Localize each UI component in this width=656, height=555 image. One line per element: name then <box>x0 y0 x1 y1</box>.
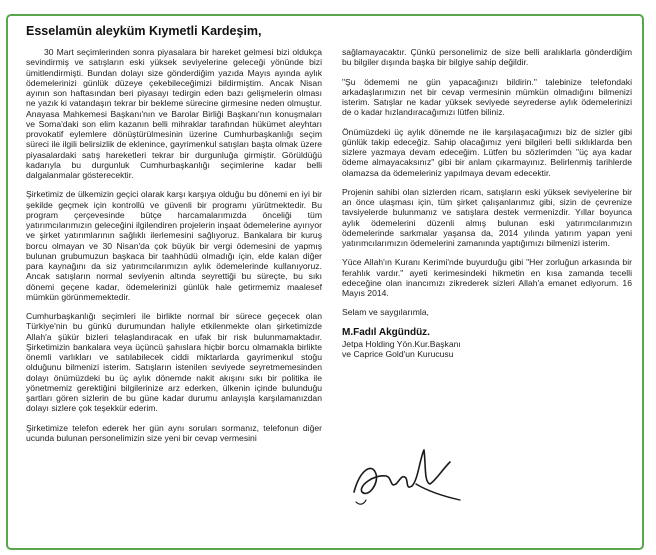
signature-block <box>342 327 632 360</box>
paragraph-9: Yüce Allah'ın Kuranı Kerimi'nde buyurduğu gibi "Her zorluğun arkasında bir ferahlık vardır." ayeti kerimesindeki hikmetin en kısa zamanda tecelli edeceğine olan inancımızı zikrederek sizleri Allah'a emanet ediyorum. 16 Mayıs 2014. <box>342 257 632 298</box>
signatory-title-1: Jetpa Holding Yön.Kur.Başkanı <box>342 338 461 349</box>
paragraph-4: Şirketimize telefon ederek her gün aynı soruları sormanız, telefonun diğer ucunda bulunan personelimizin size yeni bir cevap vermesini <box>26 422 322 443</box>
signatory-name: M.Fadıl Akgündüz. <box>342 326 430 338</box>
signatory-title-2: ve Caprice Gold'un Kurucusu <box>342 349 454 359</box>
right-column <box>342 47 632 360</box>
paragraph-3: Cumhurbaşkanlığı seçimleri ile birlikte normal bir sürece geçecek olan Türkiye'nin bu günkü durumundan haliyle etkilenmekte olan şirketimizde Allah'a şükür bizleri telaşlandıracak en ufak bir risk bulunmamaktadır. Şirketimizin bankalara veya üçüncü şahıslara hiçbir borcu olmamakla birlikte önemli varlıkları ve satılabilecek ciddi miktarlarda gayrimenkul stoğu olduğunu bilmenizi isterim. Satışların istenilen seviyede seyretmemesinden dolayı önümüzdeki bu üç aylık dönemde nakit akışını sıkı bir politika ile yönetmemiz gerektiğini bilgilerinize arz ederken, ülkenin içinde bulunduğu şartları gören sizlerin de bu güne kadar durumu anlayışla karşılamanızdan dolayı sizlere çok teşekkür ederim. <box>26 311 322 414</box>
paragraph-5: sağlamayacaktır. Çünkü personelimiz de size belli aralıklarla gönderdiğim bu bilgiler dışında başka bir bilgiye sahip değildir. <box>342 47 632 68</box>
paragraph-6: "Şu ödememi ne gün yapacağınızı bildirin." talebinize telefondaki arkadaşlarımızın net bir cevap vermesinin mümkün olmadığını bilmenizi isterim. Satışlar ne kadar yüksek seviyede seyrederse aylık ödemelerinizi de o kadar hızlandıracağımızı lütfen biliniz. <box>342 76 632 118</box>
paragraph-2: Şirketimiz de ülkemizin geçici olarak karşı karşıya olduğu bu dönemi en iyi bir şekilde geçmek için kontrollü ve güvenli bir programı yürütmektedir. Bu program çerçevesinde bütçe harcamalarımızda önceliği tüm yatırımcılarımızın geleceğini ilgilendiren projelerin inşaat ödemelerine ayırıyor ve şirket yatırımlarının sağlıklı ilerlemesini sağlıyoruz. Bankalara bir kuruş borcu olmayan ve 30 Nisan'da çok büyük bir vergi ödemesini de yapmış bulunan grubumuzun başkaca bir taahhüdü olmadığı için, elde kalan diğer para kaynağını da siz yatırımcılarımızın aylık ödemelerinde kullanıyoruz. Ancak satışların normal seviyenin altında seyrettiği bu süreçte, bu sıkı dönemi geçene kadar, ödemelerinizi günlük hale getirmemiz maalesef mümkün görünmemektedir. <box>26 189 322 302</box>
paragraph-1: 30 Mart seçimlerinden sonra piyasalara bir hareket gelmesi bizi oldukça sevindirmiş ve satışların eski yüksek seviyelerine geleceği yönünde bizi ümitlendirmişti. Bundan dolayı size gönderdiğim yazıda Mayıs ayında aylık ödemelerinizi günlük düzeye çekebileceğimizi bildirmiştim. Ancak Nisan ayının son haftasından beri piyasayı tedirgin eden bazı gelişmelerin olması ne yazık ki vatandaşın tekrar bir bekleme sürecine girmesine neden olmuştur. Anayasa Mahkemesi Başkanı'nın ve Barolar Birliği Başkanı'nın konuşmaları ve Soma'daki son elim kazanın belli mihraklar tarafından hükümet aleyhtarı provokatif eylemlere dönüştürülmesinin üzerine Cumhurbaşkanlığı seçim süreci ile ilgili belirsizlik de eklenince, gayrimenkul satışları başta olmak üzere piyasalardaki satış hareketleri tekrar bir durgunluğa girmiştir. Görüldüğü kadarıyla bu durgunluk Cumhurbaşkanlığı seçimlerine kadar belli dalgalanmalar gösterecektir. <box>26 47 322 180</box>
closing-salutation: Selam ve saygılarımla, <box>342 307 429 318</box>
greeting: Esselamün aleyküm Kıymetli Kardeşim, <box>26 24 262 38</box>
paragraph-8: Projenin sahibi olan sizlerden ricam, satışların eski yüksek seviyelerine bir an önce ulaşması için, tüm şirket çalışanlarımız gibi, sizin de çevrenize tavsiyelerde bulunmanız ve satışlara destek vermenizdir. Yıllar boyunca aylık ödemelerini düzenli almış bulunan eski yatırımcılarımızın ödemelerinde sarkmalar yaşansa da, 2014 yılında yatırım yapan yeni yatırımcılarımızın ödemelerini zamanında yaptığımızı bilmenizi isterim. <box>342 186 632 248</box>
handwritten-signature <box>346 440 466 510</box>
paragraph-7: Önümüzdeki üç aylık dönemde ne ile karşılaşacağımızı biz de sizler gibi günlük takip edeceğiz. Sahip olacağımız yeni bilgileri belli sıklıklarda ben sizlere yazmaya devam edeceğim. Lütfen bu sözlerimden "üç aya kadar ödeme almayacaksınız" gibi bir anlam çıkarmayınız. Belirlenmiş tarihlerde olamazsa da ödemeleriniz yapılmaya devam edecektir. <box>342 126 632 178</box>
left-column <box>26 47 322 452</box>
